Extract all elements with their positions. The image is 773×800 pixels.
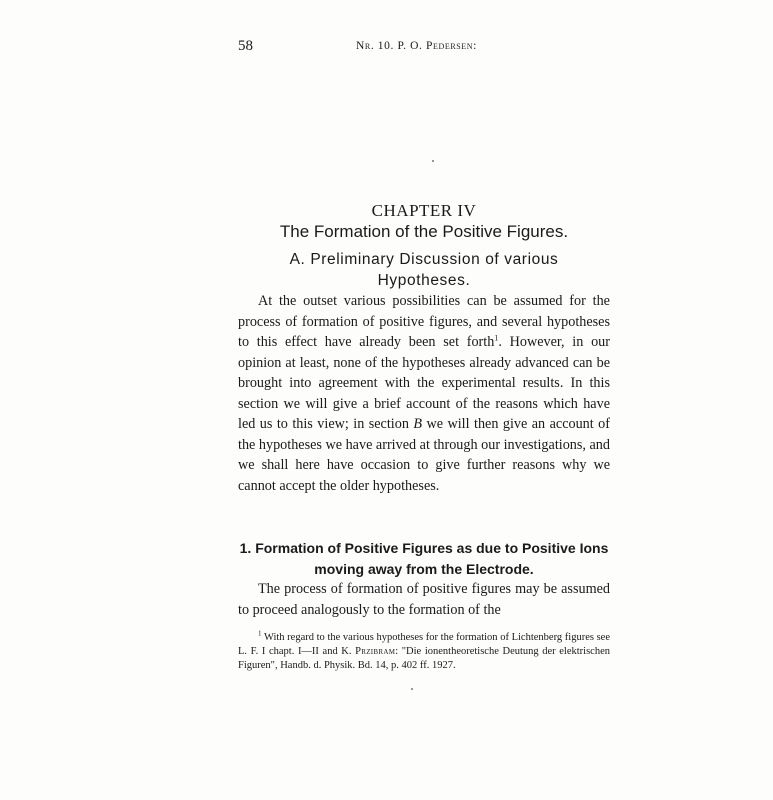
print-speck [432,160,434,162]
section-reference: B [413,416,423,432]
section-title: The Formation of the Positive Figures. [279,222,569,241]
footnote-author: Przibram [355,646,396,658]
running-head [238,38,610,58]
print-speck [411,688,413,690]
sub-title: A. Preliminary Discussion of various Hypotheses. [289,251,559,289]
running-title: Nr. 10. P. O. Pedersen: [356,40,477,52]
chapter-title: CHAPTER IV [371,201,477,220]
footnote-marker: 1 [258,629,262,638]
page-number: 58 [238,38,253,54]
footnote [238,631,610,674]
paragraph-1-text-c: we will then give an account of the hypotheses we have arrived at through our investigations, and we shall here have occasion to give further reasons why we cannot accept the older hypotheses. [238,416,610,494]
subsection-heading: 1. Formation of Positive Figures as due to Positive Ions moving away from the Electrode. [239,540,609,577]
paragraph-1-text-b: . However, in our opinion at least, none of the hypotheses already advanced can be brought into agreement with the experimental results. In this section we will give a brief account of the reasons which have led us to this view; in section [238,334,610,432]
paragraph-1-text-a: At the outset various possibilities can be assumed for the process of formation of positive figures, and several hypotheses to this effect have already been set forth [238,293,610,350]
footnote-text-b: : "Die ionentheoretische Deutung der elektrischen Figuren", Handb. d. Physik. Bd. 14, p. 402 ff. 1927. [238,646,610,672]
footnote-text-a: With regard to the various hypotheses for the formation of Lichtenberg figures see L. F. I chapt. I—II and K. [238,632,610,658]
body-paragraph-2: The process of formation of positive figures may be assumed to proceed analogously to the formation of the [238,581,610,618]
footnote-reference: 1 [494,333,499,343]
body-paragraph-1 [238,291,610,496]
